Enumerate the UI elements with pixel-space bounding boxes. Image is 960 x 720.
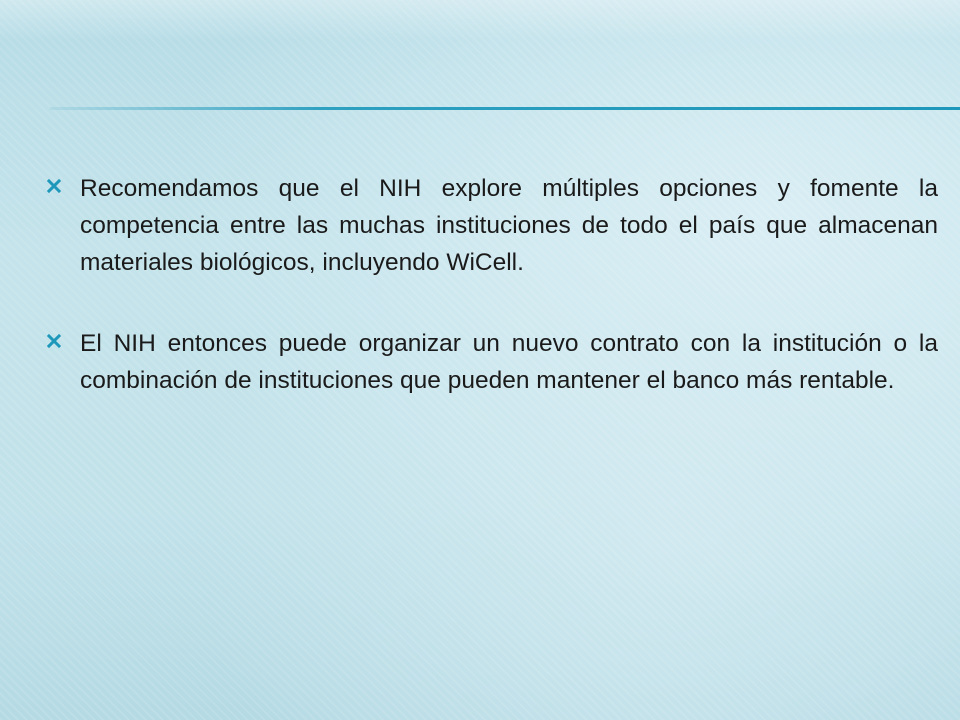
title-divider [50, 107, 960, 110]
bullet-item [46, 170, 938, 281]
x-bullet-icon [47, 179, 61, 193]
x-bullet-icon [47, 334, 61, 348]
bullet-list [46, 170, 938, 443]
bullet-text: El NIH entonces puede organizar un nuevo contrato con la institución o la combinación de instituciones que pueden mantener el banco más rentable. [80, 330, 938, 394]
top-band [0, 0, 960, 40]
bullet-item [46, 325, 938, 399]
bullet-text: Recomendamos que el NIH explore múltiples opciones y fomente la competencia entre las muchas instituciones de todo el país que almacenan materiales biológicos, incluyendo WiCell. [80, 175, 938, 276]
